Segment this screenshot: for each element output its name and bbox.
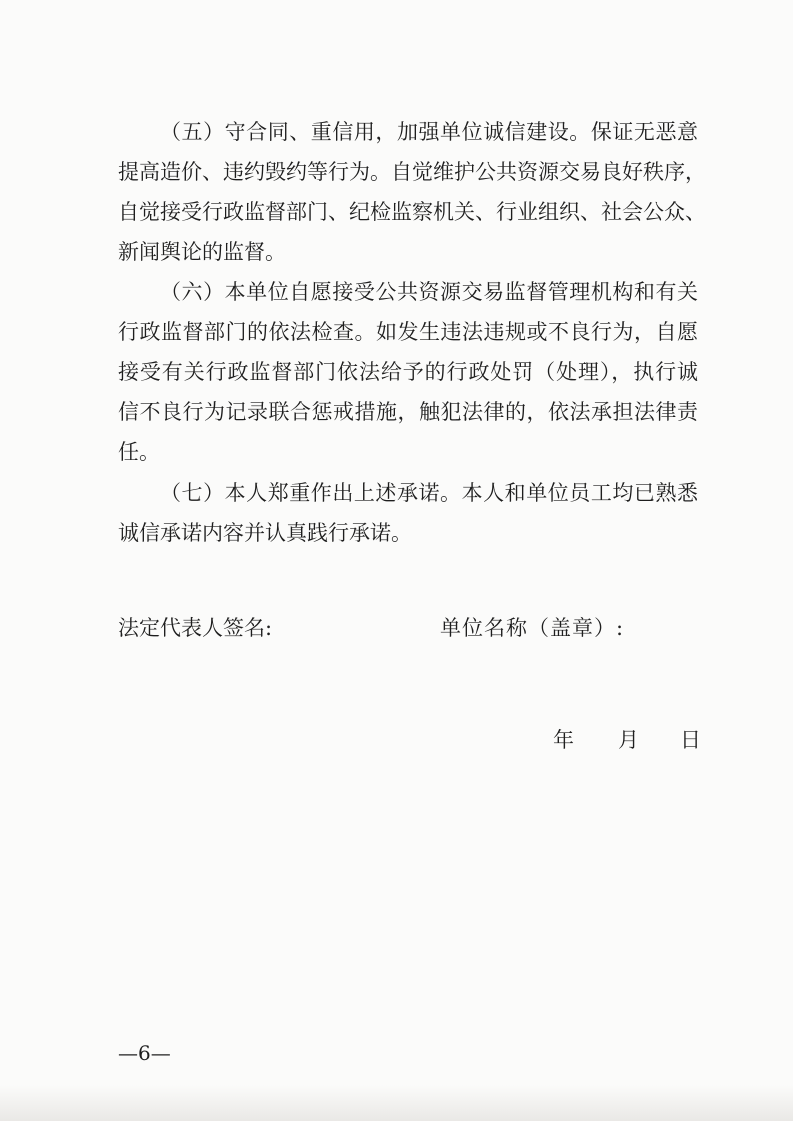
paragraph-line: 自觉接受行政监督部门、纪检监察机关、行业组织、社会公众、: [118, 200, 706, 224]
paragraph-line: 新闻舆论的监督。: [118, 240, 286, 264]
paragraph-line: （五）守合同、重信用，加强单位诚信建设。保证无恶意: [160, 120, 698, 144]
paragraph-line: 诚信承诺内容并认真践行承诺。: [118, 521, 412, 545]
organization-name-seal-label: 单位名称（盖章）:: [440, 616, 625, 640]
date-month-label: 月: [618, 728, 639, 752]
paragraph-line: （七）本人郑重作出上述承诺。本人和单位员工均已熟悉: [160, 481, 698, 505]
date-year-label: 年: [553, 728, 574, 752]
paragraph-line: 接受有关行政监督部门依法给予的行政处罚（处理），执行诚: [118, 360, 698, 384]
legal-representative-signature-label: 法定代表人签名:: [118, 616, 273, 640]
scan-bottom-edge: [0, 1085, 793, 1121]
paragraph-line: 任。: [118, 440, 160, 464]
page-number: —6—: [118, 1041, 171, 1065]
paragraph-line: （六）本单位自愿接受公共资源交易监督管理机构和有关: [160, 280, 698, 304]
paragraph-line: 提高造价、违约毁约等行为。自觉维护公共资源交易良好秩序，: [118, 160, 706, 184]
paragraph-line: 信不良行为记录联合惩戒措施，触犯法律的，依法承担法律责: [118, 400, 698, 424]
date-day-label: 日: [680, 728, 701, 752]
paragraph-line: 行政监督部门的依法检查。如发生违法违规或不良行为，自愿: [118, 320, 698, 344]
